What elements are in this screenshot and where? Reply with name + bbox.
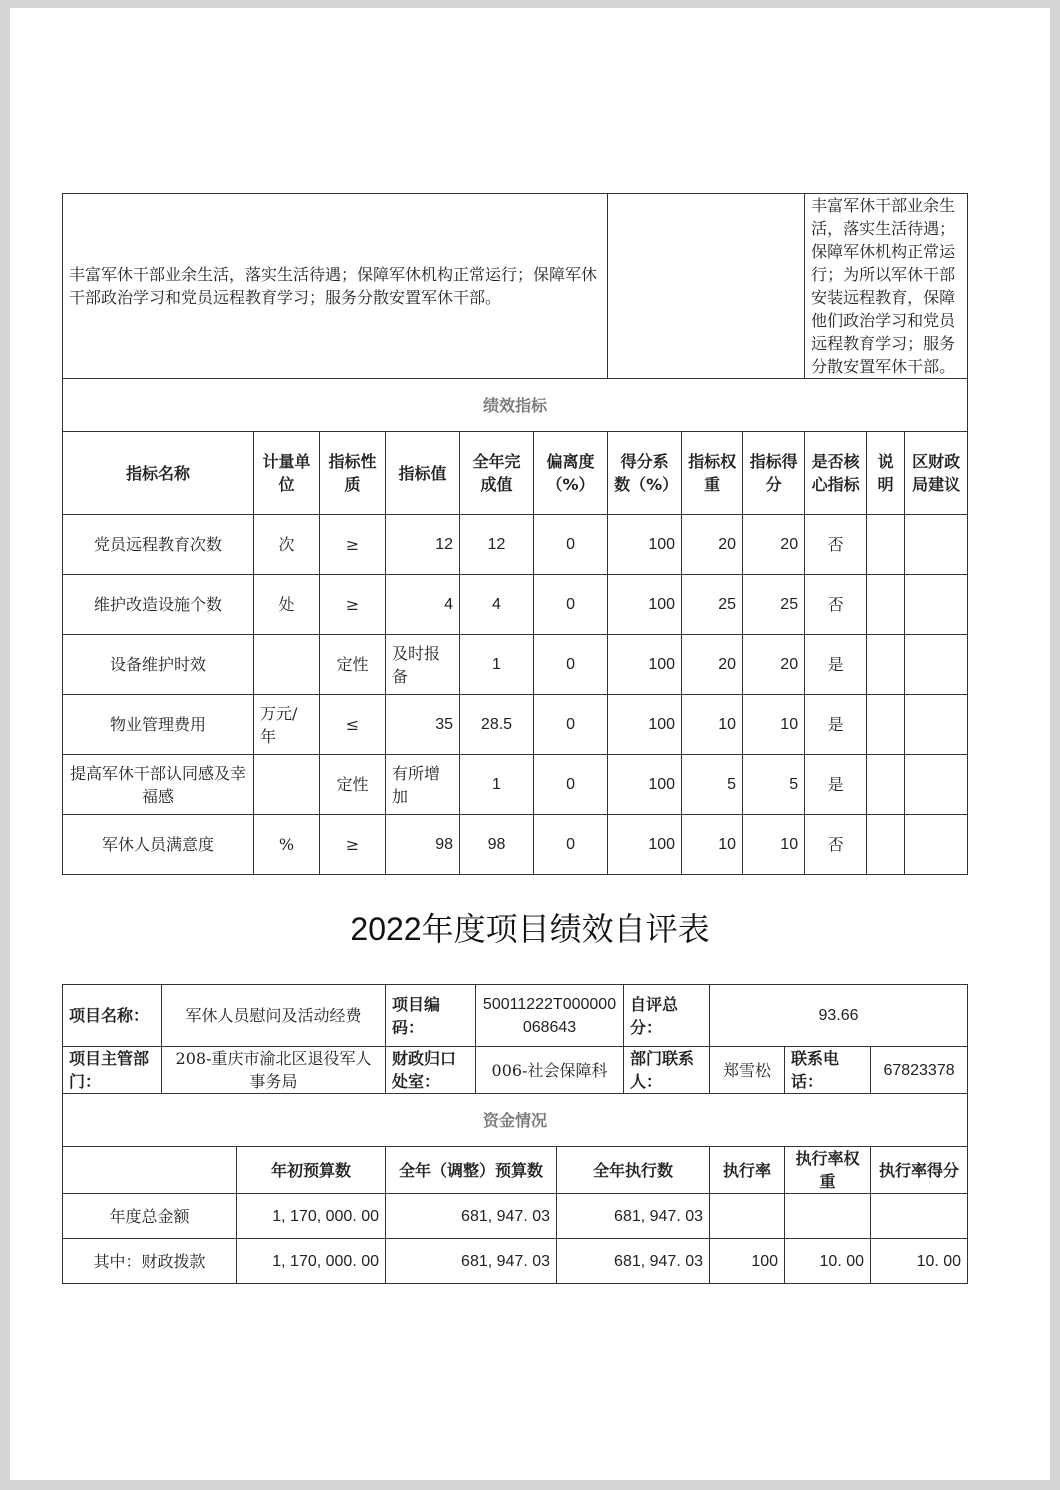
indicator-weight: 5 <box>682 755 743 815</box>
indicator-advice <box>905 755 968 815</box>
goal-row <box>63 194 968 379</box>
indicator-name: 军休人员满意度 <box>63 815 254 875</box>
funds-rate <box>710 1194 785 1239</box>
indicator-score: 20 <box>743 515 805 575</box>
indicator-actual: 12 <box>460 515 534 575</box>
indicator-deviation: 0 <box>534 515 608 575</box>
funds-score <box>871 1194 968 1239</box>
indicator-advice <box>905 635 968 695</box>
phone-label: 联系电话： <box>785 1047 871 1094</box>
funds-initial: 1, 170, 000. 00 <box>237 1239 386 1284</box>
funds-weight: 10. 00 <box>785 1239 871 1284</box>
indicator-name: 设备维护时效 <box>63 635 254 695</box>
indicator-target: 及时报备 <box>386 635 460 695</box>
indicator-name: 党员远程教育次数 <box>63 515 254 575</box>
indicator-target: 有所增加 <box>386 755 460 815</box>
performance-indicators-table <box>62 193 968 875</box>
indicator-deviation: 0 <box>534 635 608 695</box>
indicator-coef: 100 <box>608 755 682 815</box>
indicator-nature: ≥ <box>320 515 386 575</box>
funds-weight <box>785 1194 871 1239</box>
indicator-target: 98 <box>386 815 460 875</box>
indicator-row <box>63 575 968 635</box>
document-page <box>10 8 1050 1480</box>
project-name: 军休人员慰问及活动经费 <box>162 985 386 1047</box>
project-code-label: 项目编码： <box>386 985 476 1047</box>
indicator-row <box>63 515 968 575</box>
project-code: 50011222T000000068643 <box>476 985 624 1047</box>
indicator-score: 20 <box>743 635 805 695</box>
indicator-actual: 1 <box>460 755 534 815</box>
funds-header-cell: 执行率 <box>710 1147 785 1194</box>
indicator-nature: 定性 <box>320 755 386 815</box>
goal-middle-cell <box>608 194 805 379</box>
self-score-label: 自评总分： <box>624 985 710 1047</box>
indicators-section-title: 绩效指标 <box>63 379 968 432</box>
indicator-weight: 10 <box>682 695 743 755</box>
indicator-note <box>867 515 905 575</box>
office: 006-社会保障科 <box>476 1047 624 1094</box>
header-cell: 全年完成值 <box>460 432 534 515</box>
indicator-note <box>867 575 905 635</box>
funds-initial: 1, 170, 000. 00 <box>237 1194 386 1239</box>
indicator-nature: ≥ <box>320 575 386 635</box>
indicator-coef: 100 <box>608 575 682 635</box>
indicator-advice <box>905 515 968 575</box>
indicator-core: 是 <box>805 635 867 695</box>
indicator-score: 5 <box>743 755 805 815</box>
indicator-target: 35 <box>386 695 460 755</box>
indicator-score: 10 <box>743 695 805 755</box>
funds-score: 10. 00 <box>871 1239 968 1284</box>
project-row-1 <box>63 985 968 1047</box>
project-name-label: 项目名称： <box>63 985 162 1047</box>
indicator-weight: 20 <box>682 635 743 695</box>
indicator-target: 4 <box>386 575 460 635</box>
header-cell: 指标名称 <box>63 432 254 515</box>
header-cell: 区财政局建议 <box>905 432 968 515</box>
indicator-core: 否 <box>805 815 867 875</box>
indicator-unit: 处 <box>254 575 320 635</box>
indicator-score: 25 <box>743 575 805 635</box>
indicator-actual: 1 <box>460 635 534 695</box>
indicator-name: 维护改造设施个数 <box>63 575 254 635</box>
header-cell: 说明 <box>867 432 905 515</box>
indicator-actual: 4 <box>460 575 534 635</box>
funds-header-cell: 全年执行数 <box>557 1147 710 1194</box>
indicator-note <box>867 815 905 875</box>
contact: 郑雪松 <box>710 1047 785 1094</box>
indicator-advice <box>905 575 968 635</box>
funds-header-cell: 年初预算数 <box>237 1147 386 1194</box>
indicator-note <box>867 755 905 815</box>
header-cell: 是否核心指标 <box>805 432 867 515</box>
dept: 208-重庆市渝北区退役军人事务局 <box>162 1047 386 1094</box>
funds-section-title: 资金情况 <box>63 1094 968 1147</box>
indicator-deviation: 0 <box>534 755 608 815</box>
funds-label: 年度总金额 <box>63 1194 237 1239</box>
funds-header-row <box>63 1147 968 1194</box>
indicator-name: 提高军休干部认同感及幸福感 <box>63 755 254 815</box>
project-row-2 <box>63 1047 968 1094</box>
funds-adjusted: 681, 947. 03 <box>386 1194 557 1239</box>
indicator-row <box>63 635 968 695</box>
phone: 67823378 <box>871 1047 968 1094</box>
indicator-unit: % <box>254 815 320 875</box>
indicator-core: 是 <box>805 755 867 815</box>
header-cell: 计量单位 <box>254 432 320 515</box>
funds-header-cell <box>63 1147 237 1194</box>
indicator-nature: ≤ <box>320 695 386 755</box>
contact-label: 部门联系人： <box>624 1047 710 1094</box>
indicator-core: 是 <box>805 695 867 755</box>
funds-label: 其中：财政拨款 <box>63 1239 237 1284</box>
indicator-weight: 20 <box>682 515 743 575</box>
indicator-deviation: 0 <box>534 695 608 755</box>
indicator-note <box>867 695 905 755</box>
indicator-coef: 100 <box>608 515 682 575</box>
funds-executed: 681, 947. 03 <box>557 1194 710 1239</box>
header-cell: 指标值 <box>386 432 460 515</box>
indicator-weight: 25 <box>682 575 743 635</box>
funds-header-cell: 全年（调整）预算数 <box>386 1147 557 1194</box>
indicator-core: 否 <box>805 515 867 575</box>
indicator-nature: 定性 <box>320 635 386 695</box>
funds-rate: 100 <box>710 1239 785 1284</box>
indicator-nature: ≥ <box>320 815 386 875</box>
indicator-advice <box>905 815 968 875</box>
funds-row <box>63 1239 968 1284</box>
actual-goal: 丰富军休干部业余生活，落实生活待遇；保障军休机构正常运行；为所以军休干部安装远程教育，保障他们政治学习和党员远程教育学习；服务分散安置军休干部。 <box>805 194 968 379</box>
form-title: 2022年度项目绩效自评表 <box>350 911 710 947</box>
indicator-deviation: 0 <box>534 575 608 635</box>
office-label: 财政归口处室： <box>386 1047 476 1094</box>
header-cell: 指标性质 <box>320 432 386 515</box>
funds-header-cell: 执行率得分 <box>871 1147 968 1194</box>
funds-row <box>63 1194 968 1239</box>
indicator-target: 12 <box>386 515 460 575</box>
indicator-name: 物业管理费用 <box>63 695 254 755</box>
header-cell: 指标得分 <box>743 432 805 515</box>
self-score: 93.66 <box>710 985 968 1047</box>
indicator-coef: 100 <box>608 635 682 695</box>
indicator-advice <box>905 695 968 755</box>
funds-header-cell: 执行率权重 <box>785 1147 871 1194</box>
indicators-header-row <box>63 432 968 515</box>
indicator-row <box>63 815 968 875</box>
indicator-deviation: 0 <box>534 815 608 875</box>
indicator-unit <box>254 755 320 815</box>
indicator-coef: 100 <box>608 815 682 875</box>
indicator-unit: 万元/年 <box>254 695 320 755</box>
dept-label: 项目主管部门： <box>63 1047 162 1094</box>
project-self-evaluation-table <box>62 984 968 1284</box>
indicator-weight: 10 <box>682 815 743 875</box>
funds-adjusted: 681, 947. 03 <box>386 1239 557 1284</box>
header-cell: 偏离度（%） <box>534 432 608 515</box>
indicator-actual: 28.5 <box>460 695 534 755</box>
indicator-coef: 100 <box>608 695 682 755</box>
indicator-score: 10 <box>743 815 805 875</box>
indicator-note <box>867 635 905 695</box>
indicator-actual: 98 <box>460 815 534 875</box>
planned-goal: 丰富军休干部业余生活，落实生活待遇；保障军休机构正常运行；保障军休干部政治学习和党员远程教育学习；服务分散安置军休干部。 <box>63 194 608 379</box>
indicator-row <box>63 755 968 815</box>
indicator-unit: 次 <box>254 515 320 575</box>
indicator-core: 否 <box>805 575 867 635</box>
indicator-unit <box>254 635 320 695</box>
funds-executed: 681, 947. 03 <box>557 1239 710 1284</box>
indicator-row <box>63 695 968 755</box>
header-cell: 指标权重 <box>682 432 743 515</box>
header-cell: 得分系数（%） <box>608 432 682 515</box>
